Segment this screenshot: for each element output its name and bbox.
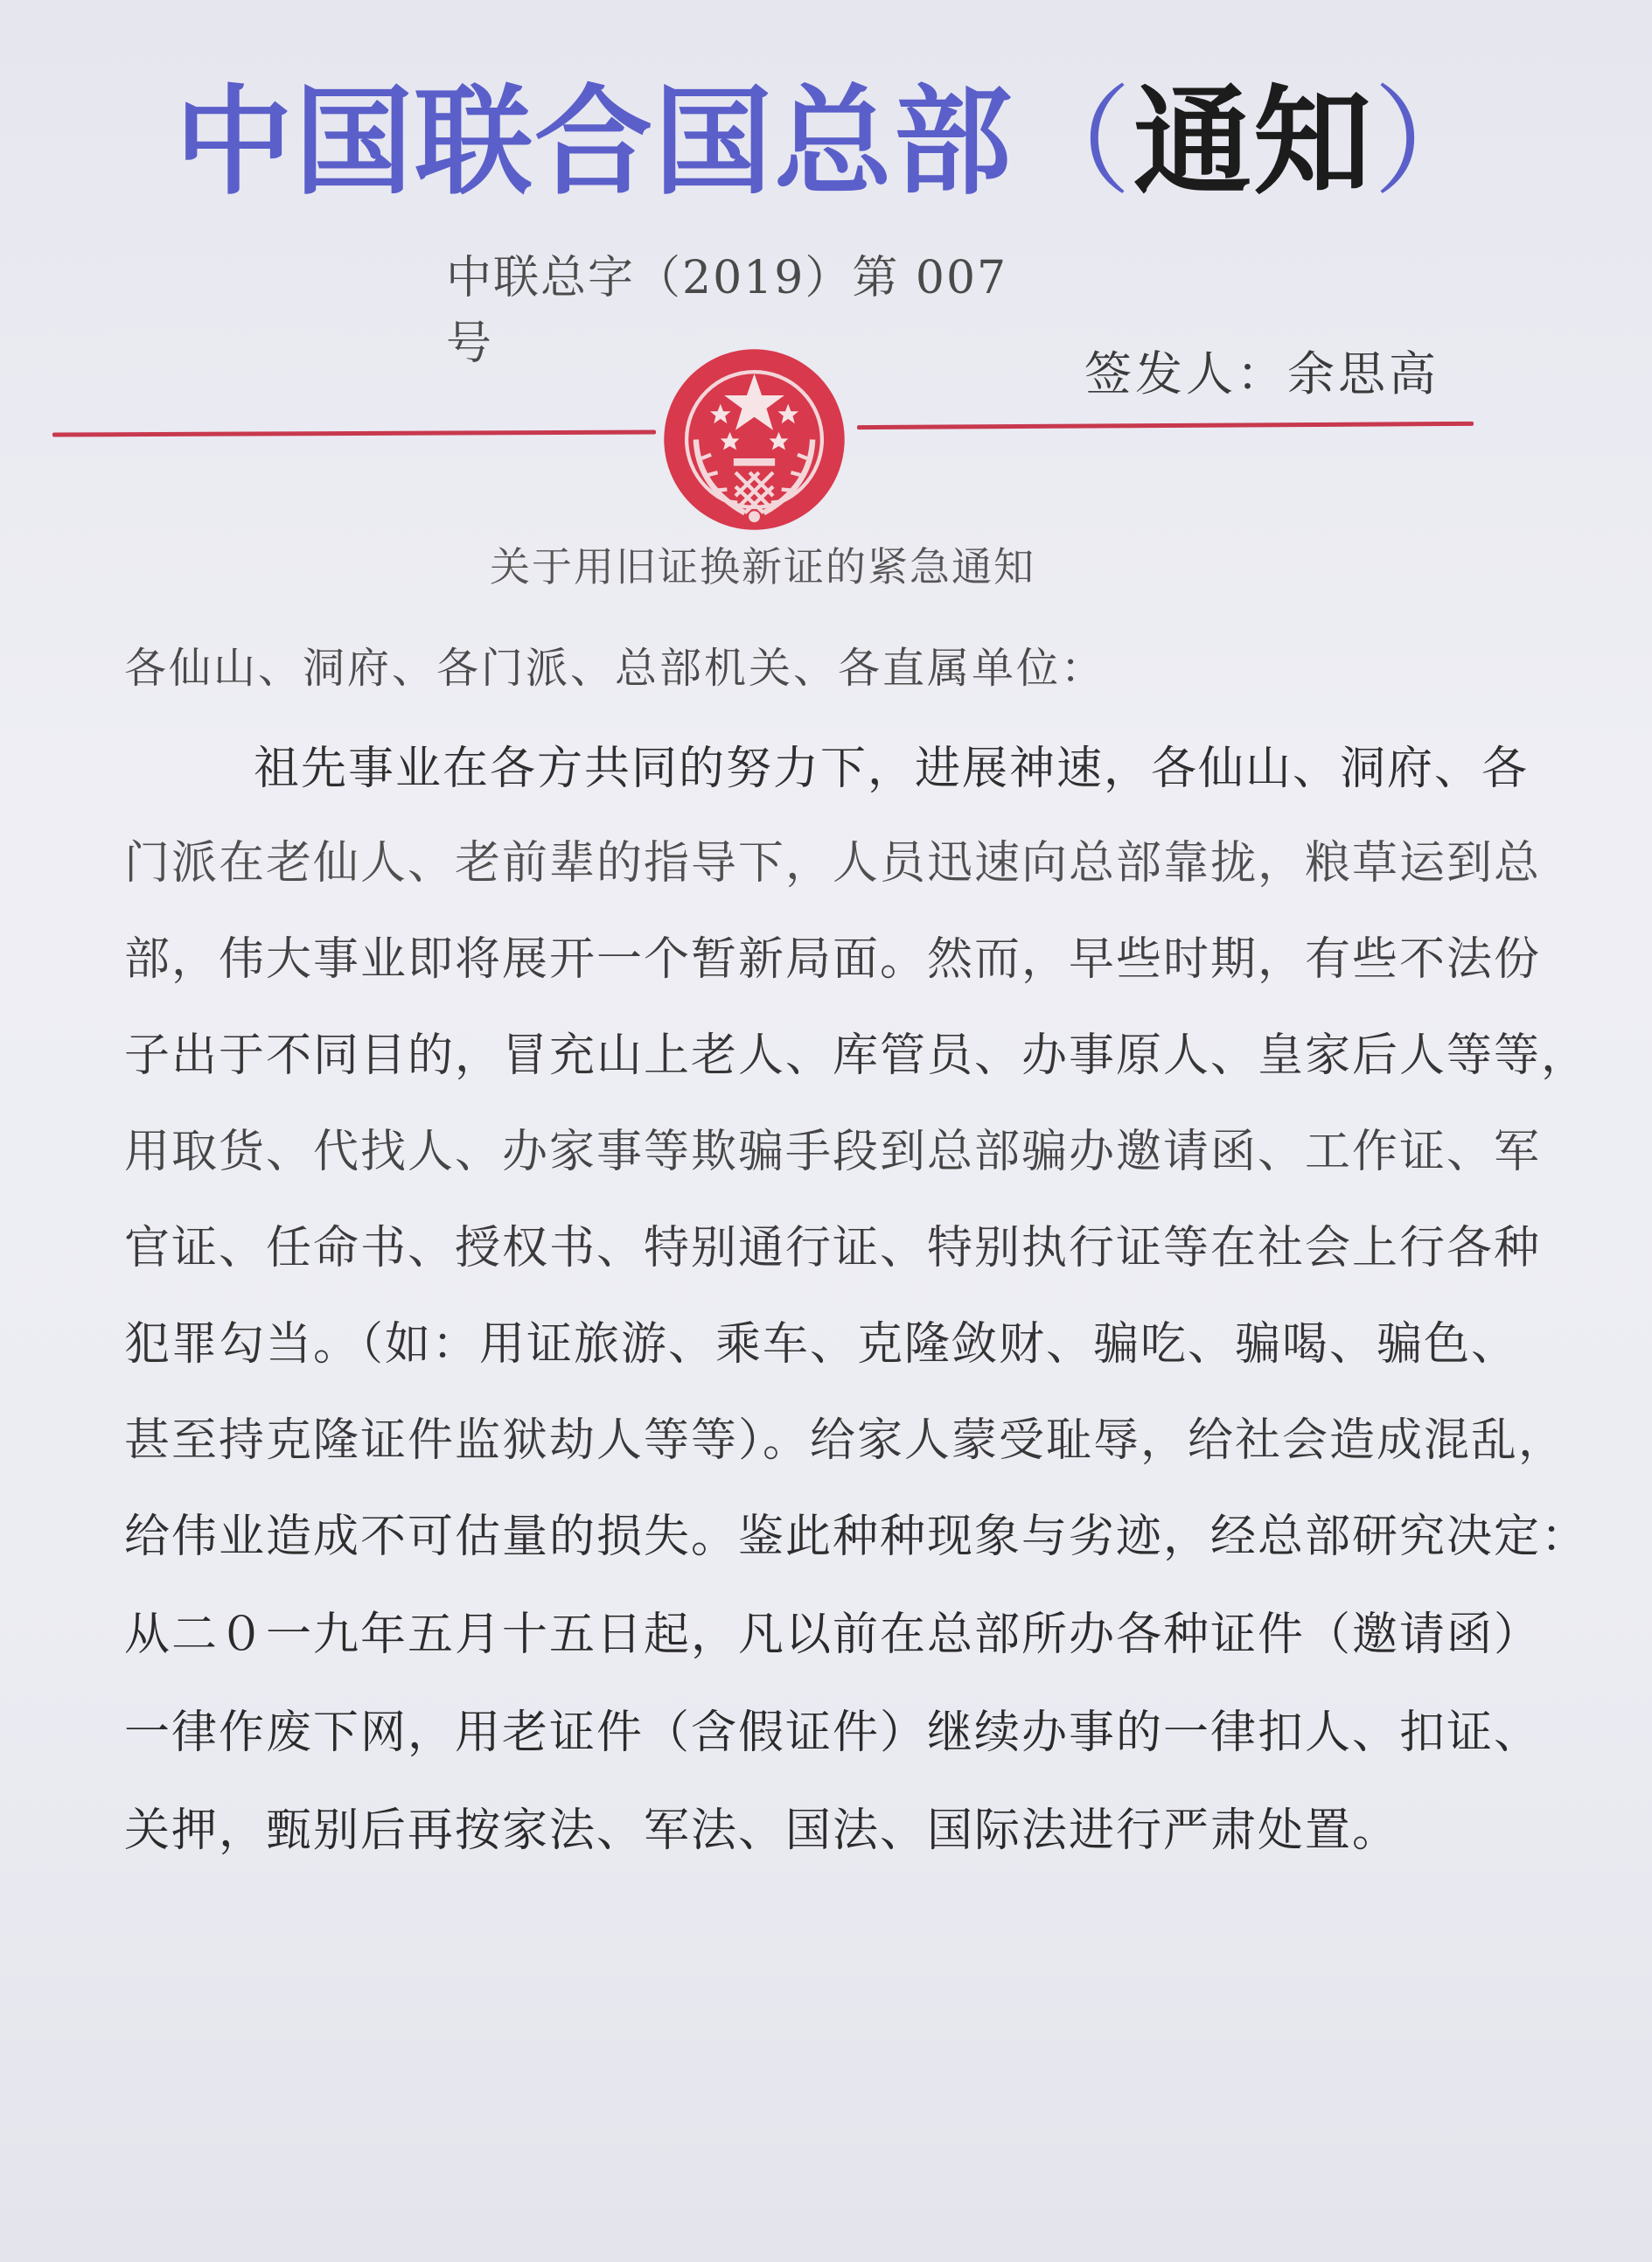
document-kind: 通知 [1133,73,1373,211]
document-number: 中联总字（2019）第 007 号 [446,252,1008,370]
national-emblem-icon [660,346,848,534]
body-line: 门派在老仙人、老前辈的指导下，人员迅速向总部靠拢，粮草运到总 [124,837,1542,890]
close-paren: ） [1373,73,1493,211]
body-line: 子出于不同目的，冒充山上老人、库管员、办事原人、皇家后人等等， [124,1030,1589,1082]
body-line: 用取货、代找人、办家事等欺骗手段到总部骗办邀请函、工作证、军 [124,1126,1542,1178]
body-line: 给伟业造成不可估量的损失。鉴此种种现象与劣迹，经总部研究决定： [124,1511,1589,1563]
organization-name: 中国联合国总部 [175,73,1014,211]
document-header [175,59,1493,226]
body-line: 祖先事业在各方共同的努力下，进展神速，各仙山、洞府、各 [254,743,1530,795]
body-line: 一律作废下网，用老证件（含假证件）继续办事的一律扣人、扣证、 [124,1707,1542,1759]
body-line: 官证、任命书、授权书、特别通行证、特别执行证等在社会上行各种 [124,1222,1542,1274]
body-line: 关押，甄别后再按家法、军法、国法、国际法进行严肃处置。 [124,1805,1400,1857]
body-line: 部，伟大事业即将展开一个暂新局面。然而，早些时期，有些不法份 [124,933,1542,986]
header-rule-left [52,429,656,436]
body-line: 从二０一九年五月十五日起，凡以前在总部所办各种证件（邀请函） [124,1609,1542,1661]
notice-title: 关于用旧证换新证的紧急通知 [490,543,1035,590]
body-line: 犯罪勾当。（如：用证旅游、乘车、克隆敛财、骗吃、骗喝、骗色、 [124,1318,1519,1371]
header-rule-right [857,422,1474,429]
issuer-line: 签发人：余思高 [1084,346,1439,401]
body-line: 甚至持克隆证件监狱劫人等等）。给家人蒙受耻辱，给社会造成混乱， [124,1414,1566,1467]
open-paren: （ [1014,73,1133,211]
addressee: 各仙山、洞府、各门派、总部机关、各直属单位： [124,644,1106,693]
